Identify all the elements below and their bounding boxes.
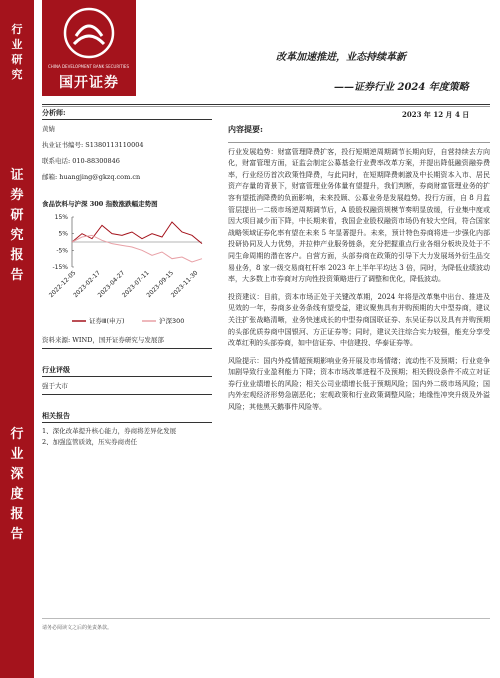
series-line-0 <box>72 222 202 244</box>
left-column <box>42 108 212 448</box>
right-column <box>228 108 490 420</box>
report-date: 2023 年 12 月 4 日 <box>402 110 470 119</box>
char: 证 <box>10 168 24 183</box>
related-item[interactable]: 2、加强监管质效，压实券商责任 <box>42 438 138 446</box>
summary-body <box>228 142 490 414</box>
chart-title: 食品饮料与沪深 300 指数涨跌幅走势图 <box>42 200 158 208</box>
series-line-1 <box>72 235 202 262</box>
analyst-cert: 执业证书编号: S1380113110004 <box>42 141 144 149</box>
sidebar <box>0 0 34 678</box>
y-tick-label: -15% <box>52 264 68 271</box>
x-tick-label: 2023-09-15 <box>145 269 176 300</box>
char: 券 <box>10 188 24 203</box>
x-tick-label: 2022-12-05 <box>47 269 78 300</box>
char: 研 <box>11 53 23 66</box>
report-title: 改革加速推进，业态持续革新 <box>276 52 406 63</box>
related-list <box>42 426 212 448</box>
summary-heading: 内容提要: <box>228 124 263 134</box>
char: 究 <box>10 228 24 243</box>
char: 报 <box>10 248 24 263</box>
legend-label: 沪深300 <box>159 317 185 325</box>
char: 研 <box>10 208 24 223</box>
analyst-heading: 分析师: <box>42 108 212 120</box>
char: 行 <box>11 23 23 36</box>
divider <box>42 106 490 107</box>
char: 报 <box>10 507 24 522</box>
rating-heading: 行业评级 <box>42 365 212 377</box>
summary-advice: 投资建议：目前，资本市场正处于关键改革期，2024 年将是改革集中出台、推进及见效的一年，券商多业务条线有望受益，建议聚焦具有并购预期的大中型券商，建议关注扩张战略清晰，业务快速成长的中型券商国联证券、东吴证券以及具有并购预期的头部优质券商中国银河、方正证券等；同时，建议关注综合实力较强，能充分享受改革红利的头部券商，如中信证券、中信建投、华泰证券等。 <box>228 292 490 348</box>
char: 度 <box>10 487 24 502</box>
char: 行 <box>10 427 24 442</box>
index-chart <box>42 211 212 331</box>
logo-chinese: 国开证券 <box>59 75 119 91</box>
footer-disclaimer: 请务必阅读文之后的免责条款。 <box>42 625 113 631</box>
x-tick-label: 2023-11-30 <box>169 269 200 300</box>
report-subtitle: ——证券行业 2024 年度策略 <box>334 82 469 93</box>
summary-risk: 风险提示：国内外疫情超预期影响业务开展及市场情绪；流动性不及预期；行业竞争加剧导致行业盈利能力下降；资本市场改革进程不及预期；相关假设条件不成立对证券行业业绩增长的风险；相关公司业绩增长低于预期风险；国内外二级市场风险；国内外宏观经济形势急剧恶化；宏观政策和行业政策调整风险；地缘性冲突升级及外溢风险；其他黑天鹅事件风险等。 <box>228 356 490 412</box>
x-tick-label: 2023-07-11 <box>121 269 151 300</box>
sidebar-label-top <box>0 22 34 82</box>
sidebar-label-mid <box>0 166 34 286</box>
logo-english: CHINA DEVELOPMENT BANK SECURITIES <box>48 64 129 69</box>
char: 告 <box>10 268 24 283</box>
analyst-email: 邮箱: huangjing@gkzq.com.cn <box>42 173 141 181</box>
chart-source: 资料来源: WIND，国开证券研究与发展部 <box>42 334 212 349</box>
legend-label: 证券Ⅲ(申万) <box>89 317 125 325</box>
analyst-name: 黄婧 <box>42 125 55 133</box>
company-logo <box>42 0 136 96</box>
y-tick-label: 5% <box>58 230 68 238</box>
analyst-phone: 联系电话: 010-88300846 <box>42 157 120 165</box>
related-heading: 相关报告 <box>42 411 212 423</box>
char: 业 <box>11 38 23 51</box>
x-tick-label: 2023-02-17 <box>72 269 102 300</box>
related-item[interactable]: 1、深化改革提升核心能力，券商将差异化发展 <box>42 427 177 435</box>
y-tick-label: 15% <box>54 214 68 221</box>
rating-value: 强于大市 <box>42 380 212 395</box>
char: 深 <box>10 467 24 482</box>
logo-emblem-icon <box>62 6 116 60</box>
footer-divider <box>42 618 490 619</box>
char: 究 <box>11 68 23 81</box>
sidebar-label-bottom <box>0 425 34 545</box>
divider <box>42 104 490 105</box>
char: 业 <box>10 447 24 462</box>
x-tick-label: 2023-04-27 <box>96 269 127 300</box>
summary-trend: 行业发展趋势：财富管理降费扩客，投行短期逆周期调节长期向好，自营持续去方向化，财富管理方面，证监会制定公募基金行业费率改革方案，并提出降低融资融券费率，行业经历首次政策性降费，与此同时，在短期降费刺激及中长期资本入市、居民资产存量的背景下，财富管理业务体量有望提升，我们判断，券商财富管理业务的扩容有望抵消降费的负面影响，未来投顾、公募业务是发展趋势。投行方面，自 8 月监管层提出一二级市场逆周期调节后，A 股股权融资规模节奏明显放缓，行业集中度或因大项目减少而下降，中长期来看，我国企业股权融资市场仍有较大空间，符合国家战略领域证券化率有望在未来 5 年显著提升。未来，预计特色券商将进一步强化内部投研协同及人力优势，并拉伸产业服务链条，充分把握重点行业各细分板块及处于不同生命周期的潜在客户。自营方面，头部券商在政策的引导下大力发展场外衍生品交易业务，8 家一级交易商杠杆率 2023 年上半年平均达 3 倍，同时，为降低业绩波动率，大多数上市券商对方向性投资策略进行了调整和优化，降低波动。 <box>228 147 490 284</box>
char: 告 <box>10 527 24 542</box>
y-tick-label: -5% <box>56 247 68 255</box>
